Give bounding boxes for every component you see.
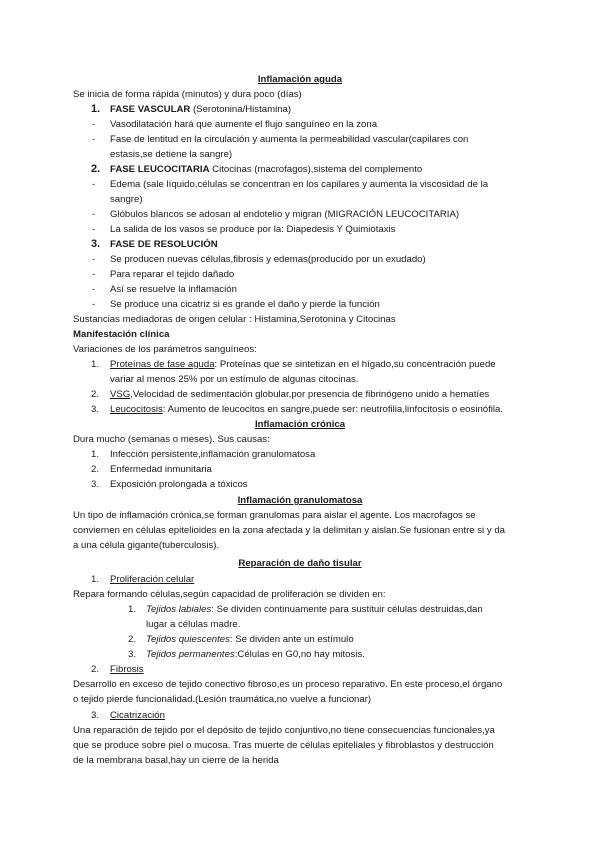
term: Leucocitosis bbox=[110, 404, 163, 415]
list-number: 1. bbox=[128, 604, 137, 615]
mediators-text: Sustancias mediadoras de origen celular : Histamina,Serotonina y Citocinas bbox=[73, 314, 396, 325]
section-title-repair: Reparación de daño tisular bbox=[238, 558, 362, 569]
paragraph-line: de la membrana basal,hay un cierre de la herida bbox=[73, 755, 279, 766]
list-item: Enfermedad inmunitaria bbox=[110, 464, 212, 475]
list-item bbox=[110, 402, 503, 417]
definition: :Células en G0,no hay mitosis. bbox=[234, 649, 365, 660]
subsection-heading: Proliferación celular bbox=[110, 574, 195, 585]
phase-label: FASE LEUCOCITARIA bbox=[110, 164, 210, 175]
phase-label: FASE DE RESOLUCIÓN bbox=[110, 239, 218, 250]
list-number: 2. bbox=[128, 634, 137, 645]
bullet-dash: - bbox=[92, 269, 96, 280]
list-number: 2. bbox=[91, 464, 100, 475]
paragraph-line: Una reparación de tejido por el depósito de tejido conjuntivo,no tiene consecuencias funcionales,ya bbox=[73, 725, 495, 736]
list-item-continued: variar al menos 25% por un estímulo de algunas citocinas. bbox=[110, 374, 359, 385]
definition: : Se dividen ante un estímulo bbox=[229, 634, 354, 645]
bullet-dash: - bbox=[92, 284, 96, 295]
bullet-text: Se producen nuevas células,fibrosis y edemas(producido por un exudado) bbox=[110, 254, 426, 265]
section-title-chronic: Inflamación crónica bbox=[254, 419, 346, 430]
bullet-text: Edema (sale líquido,células se concentran en los capilares y aumenta la viscosidad de la bbox=[110, 179, 489, 190]
definition: ,Velocidad de sedimentación globular,por presencia de fibrinógeno unido a hematíes bbox=[130, 389, 490, 400]
list-number: 1. bbox=[91, 359, 100, 370]
list-number: 3. bbox=[91, 404, 100, 415]
subheading-clinical: Manifestación clínica bbox=[73, 329, 170, 340]
intro-text: Dura mucho (semanas o meses). Sus causas: bbox=[73, 434, 270, 445]
phase-label: FASE VASCULAR bbox=[110, 104, 191, 115]
phase-heading bbox=[110, 102, 291, 117]
phase-detail: Citocinas (macrofagos),sistema del complemento bbox=[209, 164, 423, 175]
bullet-text: La salida de los vasos se produce por la: Diapedesis Y Quimiotaxis bbox=[110, 224, 396, 235]
list-number: 2. bbox=[91, 389, 100, 400]
list-item-continued: lugar a células madre. bbox=[146, 619, 241, 630]
paragraph-line: a una célula gigante(tuberculosis). bbox=[73, 540, 220, 551]
paragraph-line: que se produce sobre piel o mucosa. Tras muerte de células epiteliales y fibroblastos y destrucción bbox=[73, 740, 494, 751]
bullet-text: Vasodilatación hará que aumente el flujo sanguíneo en la zona bbox=[110, 119, 378, 130]
paragraph-line: Desarrollo en exceso de tejido conectivo fibroso,es un proceso reparativo. En este proceso,el órgano bbox=[73, 679, 503, 690]
paragraph-line: o tejido pierde funcionalidad.(Lesión traumática,no vuelve a funcionar) bbox=[73, 694, 372, 705]
list-item bbox=[110, 387, 489, 402]
bullet-dash: - bbox=[92, 209, 96, 220]
list-item bbox=[146, 647, 365, 662]
definition: : Se dividen continuamente para sustituir células destruidas,dan bbox=[211, 604, 483, 615]
bullet-dash: - bbox=[92, 254, 96, 265]
list-number: 3. bbox=[91, 238, 101, 250]
list-number: 2. bbox=[91, 163, 101, 175]
subsection-heading: Fibrosis bbox=[110, 664, 144, 675]
list-number: 1. bbox=[91, 449, 100, 460]
phase-detail: (Serotonina/Histamina) bbox=[190, 104, 292, 115]
list-item bbox=[110, 357, 496, 372]
subsection-heading: Cicatrización bbox=[110, 710, 165, 721]
definition: : Proteínas que se sintetizan en el hígado,su concentración puede bbox=[214, 359, 496, 370]
definition: : Aumento de leucocitos en sangre,puede ser: neutrofilia,linfocitosis o eosinófila. bbox=[162, 404, 504, 415]
list-item: Infección persistente,inflamación granulomatosa bbox=[110, 449, 316, 460]
bullet-dash: - bbox=[92, 179, 96, 190]
bullet-text: Así se resuelve la inflamación bbox=[110, 284, 237, 295]
bullet-text: Se produce una cicatriz si es grande el daño y pierde la función bbox=[110, 299, 380, 310]
phase-heading bbox=[110, 162, 422, 177]
variations-text: Variaciones de los parámetros sanguíneos: bbox=[73, 344, 257, 355]
term: Tejidos labiales bbox=[146, 604, 212, 615]
intro-text: Se inicia de forma rápida (minutos) y dura poco (días) bbox=[73, 89, 302, 100]
paragraph-line: Repara formando células,según capacidad de proliferación se dividen en: bbox=[73, 589, 386, 600]
list-item: Exposición prolongada a tóxicos bbox=[110, 479, 248, 490]
list-item bbox=[146, 632, 354, 647]
list-number: 2. bbox=[91, 664, 100, 675]
bullet-text: Para reparar el tejido dañado bbox=[110, 269, 235, 280]
bullet-text-continued: estasis,se detiene la sangre) bbox=[110, 149, 233, 160]
list-item bbox=[146, 602, 483, 617]
list-number: 3. bbox=[91, 479, 100, 490]
term: Proteínas de fase aguda bbox=[110, 359, 215, 370]
section-title-acute: Inflamación aguda bbox=[257, 74, 343, 85]
bullet-dash: - bbox=[92, 134, 96, 145]
list-number: 3. bbox=[128, 649, 137, 660]
bullet-text: Fase de lentitud en la circulación y aumenta la permeabilidad vascular(capilares con bbox=[110, 134, 469, 145]
term: Tejidos quiescentes bbox=[146, 634, 230, 645]
bullet-dash: - bbox=[92, 299, 96, 310]
bullet-dash: - bbox=[92, 119, 96, 130]
paragraph-line: Un tipo de inflamación crónica,se forman granulomas para aislar el agente. Los macrofagos se bbox=[73, 510, 476, 521]
list-number: 3. bbox=[91, 710, 100, 721]
bullet-text: Glóbulos blancos se adosan al endotelio y migran (MIGRACIÓN LEUCOCITARIA) bbox=[110, 209, 460, 220]
list-number: 1. bbox=[91, 103, 101, 115]
section-title-granulomatous: Inflamación granulomatosa bbox=[237, 495, 363, 506]
list-number: 1. bbox=[91, 574, 100, 585]
term: VSG bbox=[110, 389, 131, 400]
paragraph-line: conviernen en células epitelioides en la zona afectada y la delimitan y aislan.Se fusionan entre si y da bbox=[73, 525, 505, 536]
term: Tejidos permanentes bbox=[146, 649, 235, 660]
bullet-dash: - bbox=[92, 224, 96, 235]
bullet-text-continued: sangre) bbox=[110, 194, 143, 205]
